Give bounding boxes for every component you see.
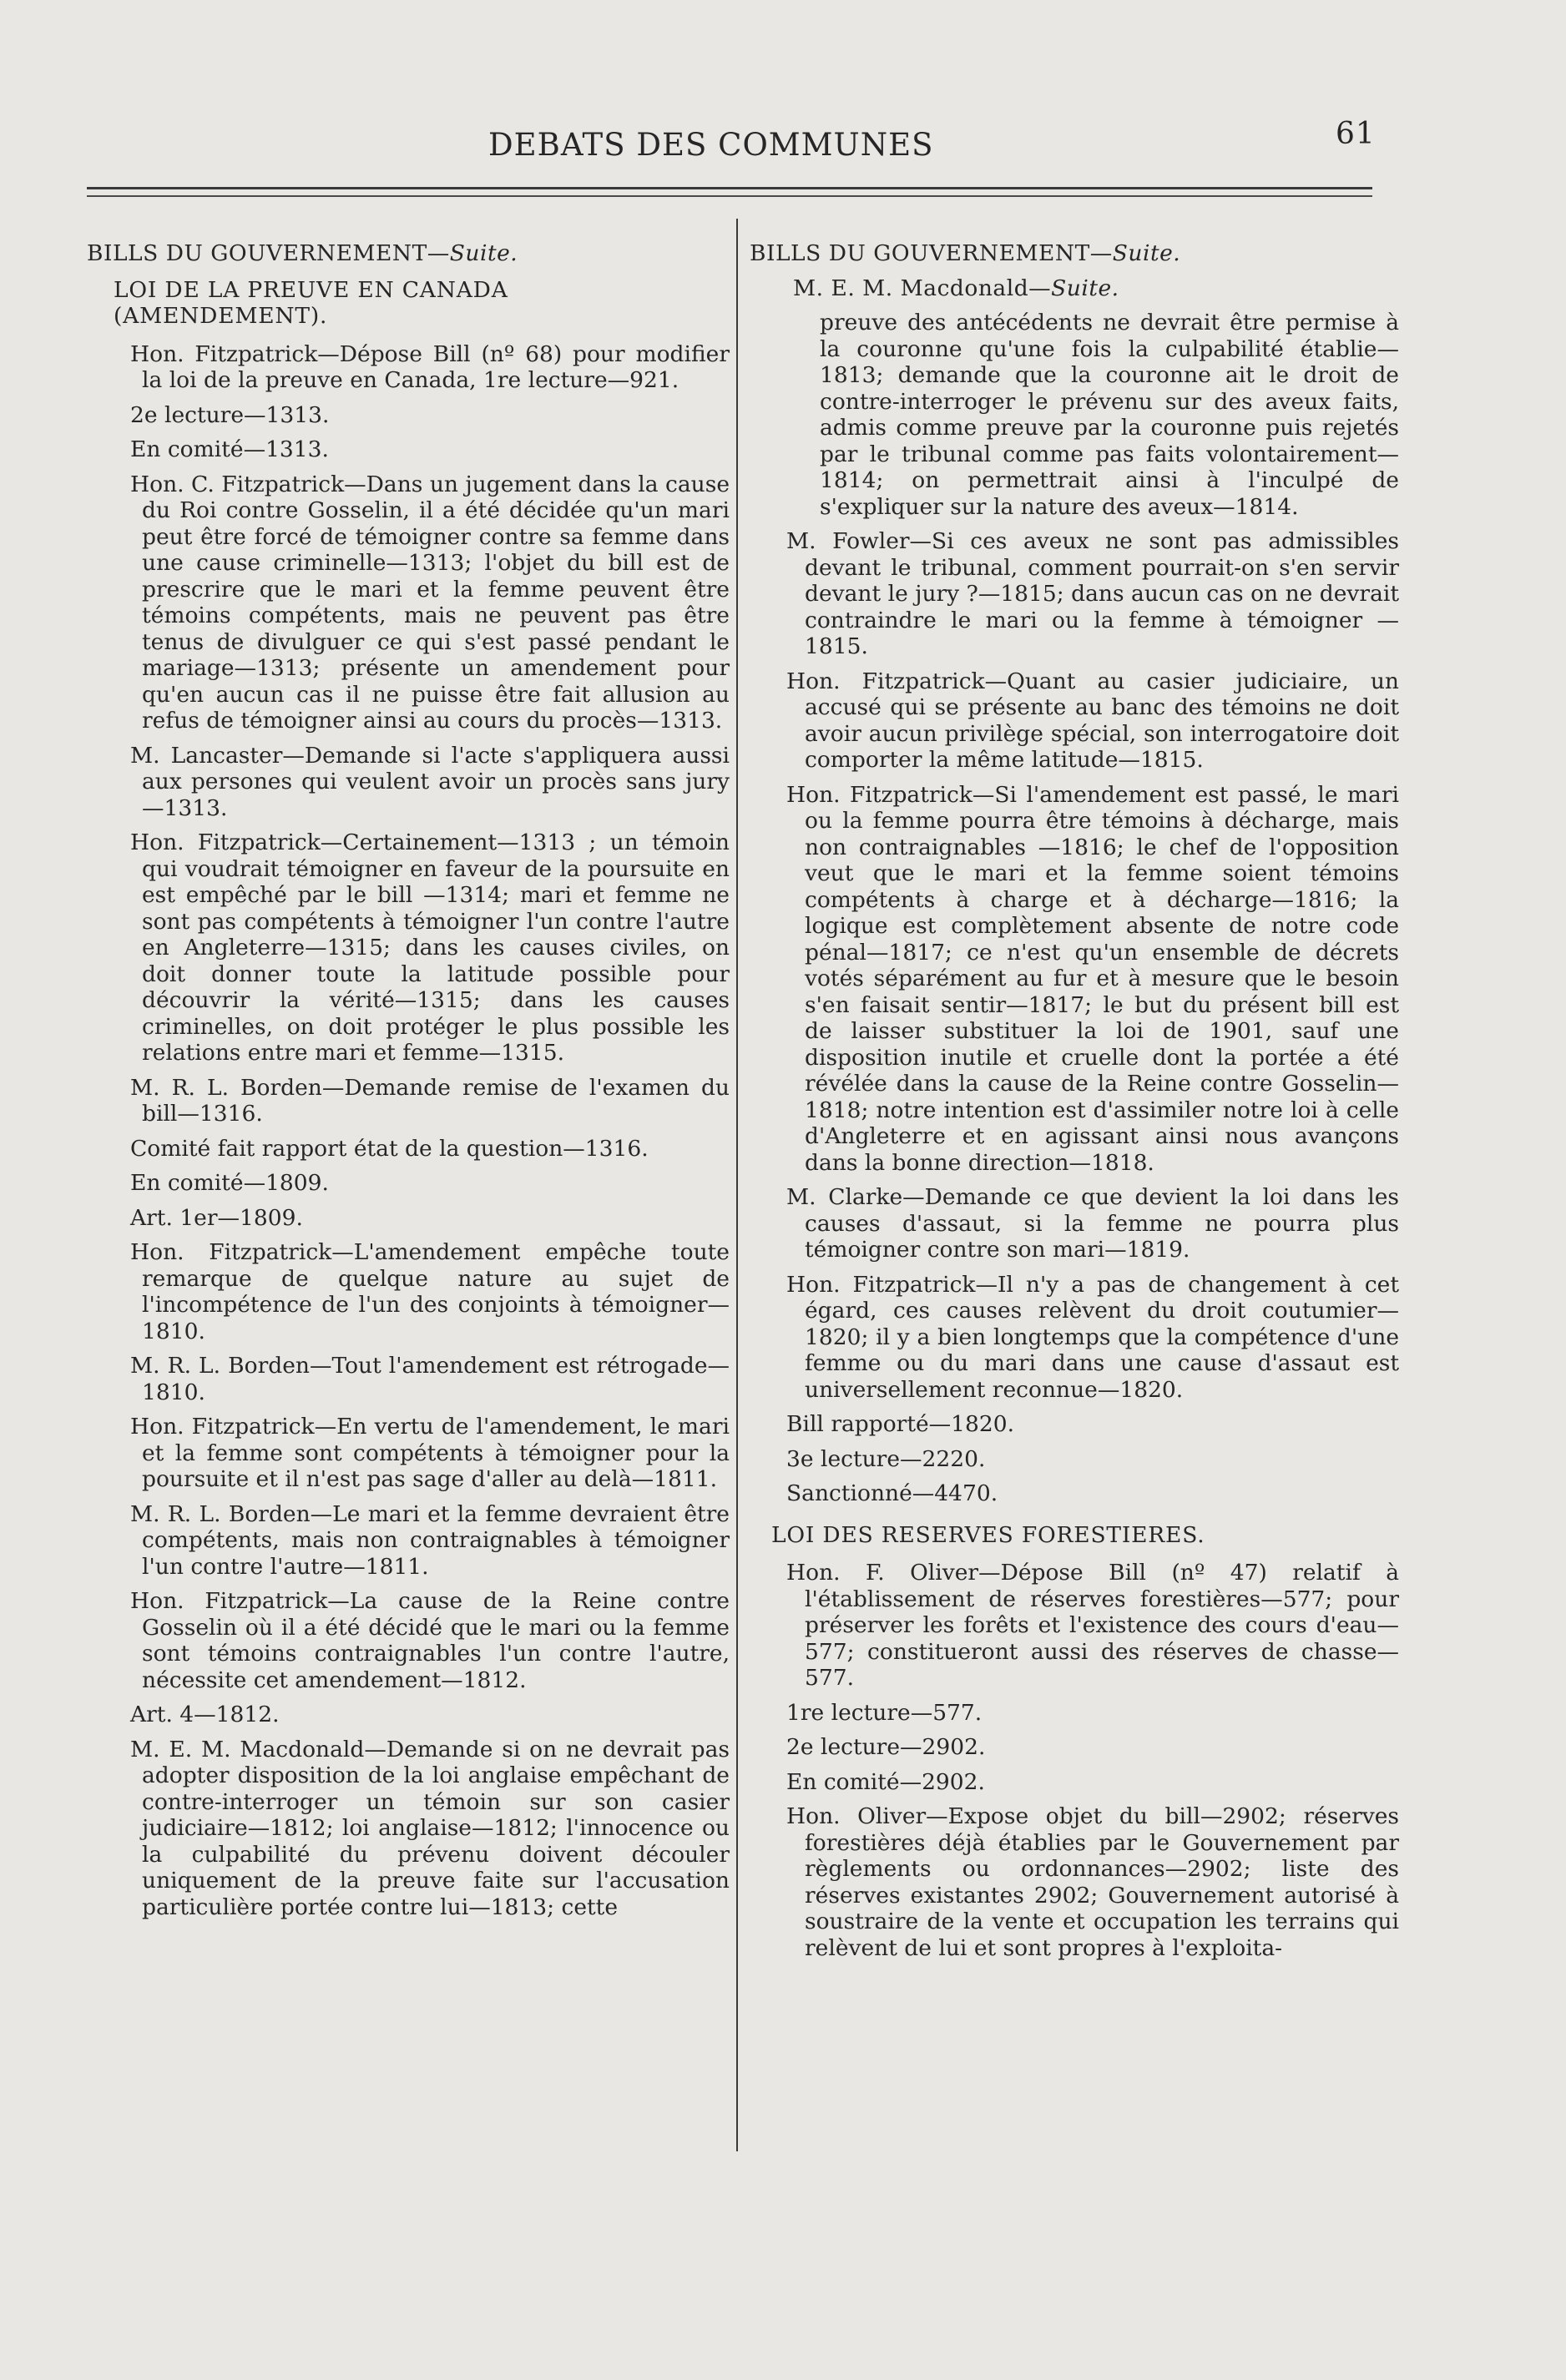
section-heading-continued: BILLS DU GOUVERNEMENT—Suite. — [750, 240, 1181, 266]
list-item: Hon. Fitzpatrick—Dépose Bill (nº 68) pour modifier la loi de la preuve en Canada, 1re lecture—921. — [130, 340, 730, 393]
list-item: Bill rapporté—1820. — [786, 1411, 1015, 1437]
left-column — [87, 240, 730, 1929]
list-item: M. Clarke—Demande ce que devient la loi dans les causes d'assaut, si la femme ne pourra plus témoigner contre son mari—1819. — [786, 1184, 1399, 1263]
list-item: M. R. L. Borden—Tout l'amendement est rétrogade—1810. — [130, 1353, 730, 1405]
bill-title-2: LOI DES RESERVES FORESTIERES. — [771, 1521, 1205, 1548]
list-item: 1re lecture—577. — [786, 1699, 983, 1726]
list-item: En comité—1313. — [130, 436, 329, 462]
list-item: Hon. Fitzpatrick—L'amendement empêche toute remarque de quelque nature au sujet de l'incompétence de l'un des conjoints à témoigner—1810. — [130, 1239, 730, 1344]
list-item: En comité—2902. — [786, 1768, 985, 1795]
page-title: DEBATS DES COMMUNES — [488, 127, 934, 163]
list-item: Hon. Fitzpatrick—Il n'y a pas de changement à cet égard, ces causes relèvent du droit coutumier—1820; il y a bien longtemps que la compétence d'une femme ou du mari dans une cause d'assaut est universellement reconnue—1820. — [786, 1271, 1399, 1403]
list-item: Sanctionné—4470. — [786, 1480, 998, 1506]
list-item: Hon. Fitzpatrick—Certainement—1313 ; un témoin qui voudrait témoigner en faveur de la poursuite en est empêché par le bill —1314; mari et femme ne sont pas compétents à témoigner l'un contre l'autre en Angleterre—1315; dans les causes civiles, on doit donner toute la latitude possible pour découvrir la vérité—1315; dans les causes criminelles, on doit protéger le plus possible les relations entre mari et femme—1315. — [130, 829, 730, 1066]
list-item: 2e lecture—1313. — [130, 401, 330, 428]
header-rule-bottom — [87, 195, 1372, 197]
list-item: Hon. Fitzpatrick—Si l'amendement est passé, le mari ou la femme pourra être témoins à décharge, mais non contraignables —1816; le chef de l'opposition veut que le mari et la femme soient témoins compétents à charge et à décharge—1816; la logique est complètement absente de notre code pénal—1817; ce n'est qu'un ensemble de décrets votés séparément au fur et à mesure que le besoin s'en faisait sentir—1817; le but du présent bill est de laisser substituer la loi de 1901, sauf une disposition inutile et cruelle dont la portée a été révélée dans la cause de la Reine contre Gosselin—1818; notre intention est d'assimiler notre loi à celle d'Angleterre et en agissant ainsi nous avançons dans la bonne direction—1818. — [786, 781, 1399, 1176]
list-item: Hon. Fitzpatrick—Quant au casier judiciaire, un accusé qui se présente au banc des témoins ne doit avoir aucun privilège spécial, son interrogatoire doit comporter la même latitude—1815. — [786, 668, 1399, 773]
list-item: En comité—1809. — [130, 1170, 329, 1196]
section-heading-continued: BILLS DU GOUVERNEMENT—Suite. — [87, 240, 518, 266]
list-item: preuve des antécédents ne devrait être permise à la couronne qu'une fois la culpabilité établie—1813; demande que la couronne ait le droit de contre-interroger le prévenu sur des aveux faits, admis comme preuve par la couronne puis rejetés par le tribunal comme pas faits volontairement—1814; on permettrait ainsi à l'inculpé de s'expliquer sur la nature des aveux—1814. — [820, 310, 1399, 520]
column-divider — [736, 219, 738, 2151]
list-item: Hon. Fitzpatrick—La cause de la Reine contre Gosselin où il a été décidé que le mari ou la femme sont témoins contraignables l'un contre l'autre, nécessite cet amendement—1812. — [130, 1588, 730, 1693]
header-rule-top — [87, 187, 1372, 189]
right-column — [750, 240, 1399, 1969]
list-item: Hon. Oliver—Expose objet du bill—2902; réserves forestières déjà établies par le Gouvernement par règlements ou ordonnances—2902; liste des réserves existantes 2902; Gouvernement autorisé à soustraire de la vente et occupation les terrains qui relèvent de lui et sont propres à l'exploita- — [786, 1803, 1399, 1961]
list-item: 2e lecture—2902. — [786, 1734, 986, 1760]
list-item: M. R. L. Borden—Le mari et la femme devraient être compétents, mais non contraignables à témoigner l'un contre l'autre—1811. — [130, 1500, 730, 1580]
list-item: 3e lecture—2220. — [786, 1445, 986, 1472]
page-number: 61 — [1336, 117, 1376, 151]
list-item: Art. 1er—1809. — [130, 1204, 303, 1231]
list-item: Art. 4—1812. — [130, 1702, 280, 1727]
list-item: Comité fait rapport état de la question—1316. — [130, 1135, 649, 1162]
list-item: M. Lancaster—Demande si l'acte s'appliquera aussi aux persones qui veulent avoir un procès sans jury—1313. — [130, 742, 730, 821]
list-item: Hon. Fitzpatrick—En vertu de l'amendement, le mari et la femme sont compétents à témoigner pour la poursuite et il n'est pas sage d'aller au delà—1811. — [130, 1414, 730, 1492]
bill-title: LOI DE LA PREUVE EN CANADA (AMENDEMENT). — [114, 276, 508, 329]
list-item: Hon. C. Fitzpatrick—Dans un jugement dans la cause du Roi contre Gosselin, il a été décidée qu'un mari peut être forcé de témoigner contre sa femme dans une cause criminelle—1313; l'objet du bill est de prescrire que le mari et la femme peuvent être témoins compétents, mais ne peuvent pas être tenus de divulguer ce qui s'est passé pendant le mariage—1313; présente un amendement pour qu'en aucun cas il ne puisse être fait allusion au refus de témoigner ainsi au cours du procès—1313. — [130, 471, 730, 734]
list-item: M. R. L. Borden—Demande remise de l'examen du bill—1316. — [130, 1074, 730, 1127]
list-item: M. Fowler—Si ces aveux ne sont pas admissibles devant le tribunal, comment pourrait-on s'en servir devant le jury ?—1815; dans aucun cas on ne devrait contraindre le mari ou la femme à témoigner —1815. — [786, 528, 1399, 659]
list-item: M. E. M. Macdonald—Demande si on ne devrait pas adopter disposition de la loi anglaise empêchant de contre-interroger un témoin sur son casier judiciaire—1812; loi anglaise—1812; l'innocence ou la culpabilité du prévenu doivent découler uniquement de la preuve faite sur l'accusation particulière portée contre lui—1813; cette — [130, 1736, 730, 1920]
list-item: Hon. F. Oliver—Dépose Bill (nº 47) relatif à l'établissement de réserves forestières—577; pour préserver les forêts et l'existence des cours d'eau—577; constitueront aussi des réserves de chasse—577. — [786, 1560, 1399, 1691]
speaker-continued: M. E. M. Macdonald—Suite. — [793, 275, 1119, 301]
